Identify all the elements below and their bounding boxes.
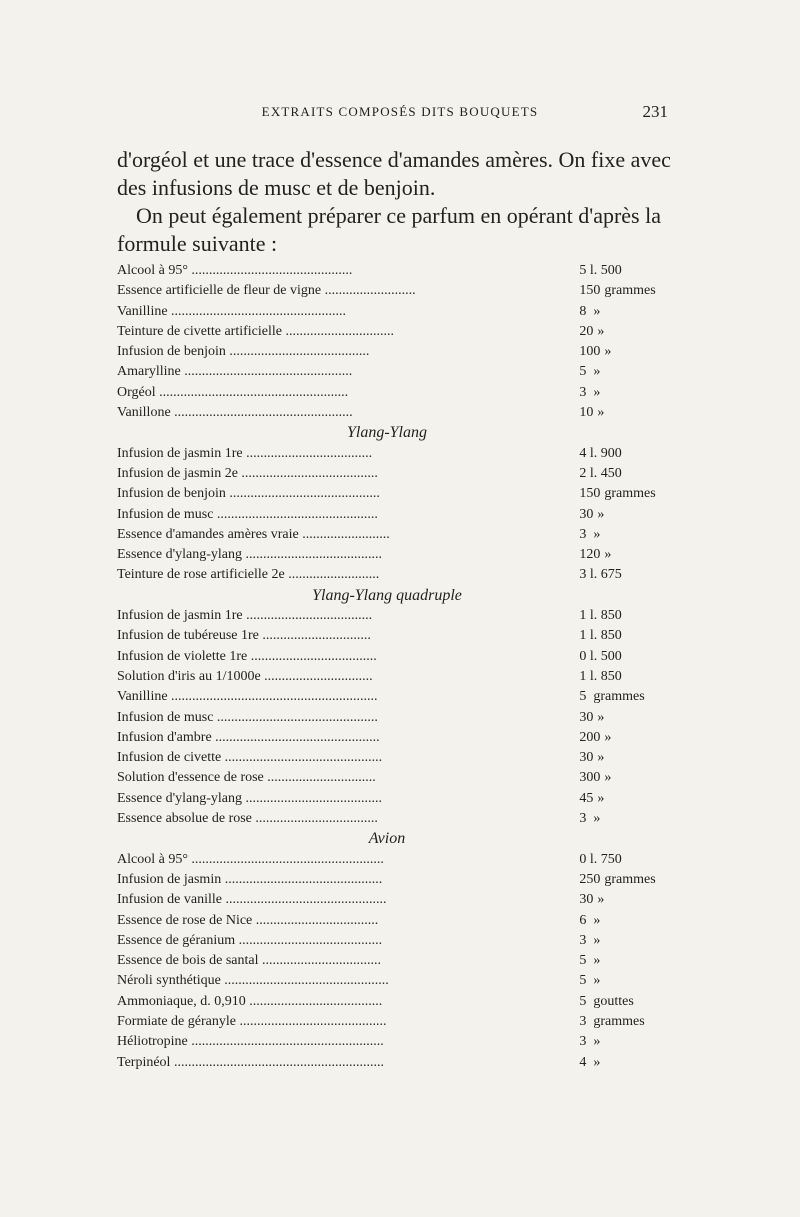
quantity-value: 6 [579, 912, 587, 928]
quantity-unit: » [593, 1054, 601, 1070]
quantity-unit: grammes [604, 871, 656, 887]
running-head: EXTRAITS COMPOSÉS DITS BOUQUETS [261, 104, 539, 119]
quantity-value: 300 [579, 770, 601, 786]
ingredient-row [117, 261, 677, 281]
ingredient-name: Infusion de jasmin 1re .................................... [117, 445, 373, 461]
ingredient-row [117, 768, 677, 788]
ingredient-name: Vanilline .................................................. [117, 303, 347, 319]
ingredient-name: Essence d'ylang-ylang ....................................... [117, 547, 382, 563]
ingredient-row [117, 992, 677, 1012]
ingredient-quantity [577, 728, 677, 748]
ingredient-row [117, 728, 677, 748]
ingredient-name: Vanillone ................................................... [117, 405, 353, 421]
ingredient-quantity [577, 484, 677, 504]
ingredient-quantity [577, 261, 677, 281]
quantity-unit: » [593, 526, 601, 542]
quantity-unit: » [593, 364, 601, 380]
ingredient-quantity [577, 708, 677, 728]
quantity-value: 3 [579, 526, 587, 542]
intro-text [117, 146, 677, 258]
ingredient-quantity [577, 281, 677, 301]
ingredient-name: Infusion d'ambre ............................................... [117, 729, 380, 745]
ingredient-quantity [577, 606, 677, 626]
ingredient-quantity [577, 342, 677, 362]
ingredient-name: Essence de bois de santal .................................. [117, 953, 382, 969]
ingredient-quantity [577, 768, 677, 788]
ingredient-quantity [577, 667, 677, 687]
ingredient-quantity [577, 302, 677, 322]
ingredient-row [117, 362, 677, 382]
quantity-unit: grammes [604, 486, 656, 502]
quantity-unit: » [593, 811, 601, 827]
quantity-unit: » [593, 1034, 601, 1050]
ingredient-row [117, 505, 677, 525]
ingredient-name: Infusion de jasmin ............................................. [117, 871, 383, 887]
ingredient-row [117, 809, 677, 829]
quantity-value: 5 [579, 364, 587, 380]
ingredient-quantity [577, 362, 677, 382]
quantity-unit: » [597, 790, 605, 806]
ingredient-row [117, 911, 677, 931]
quantity-value: 150 [579, 486, 601, 502]
ingredient-row [117, 606, 677, 626]
quantity-unit: » [604, 344, 612, 360]
quantity-value: 1 l. 850 [579, 608, 622, 624]
quantity-unit: grammes [593, 689, 645, 705]
ingredient-quantity [577, 505, 677, 525]
ingredient-row [117, 545, 677, 565]
ingredient-quantity [577, 971, 677, 991]
ingredient-name: Infusion de vanille .............................................. [117, 892, 387, 908]
quantity-unit: » [593, 953, 601, 969]
ingredient-quantity [577, 992, 677, 1012]
ingredient-name: Teinture de civette artificielle ............................... [117, 323, 394, 339]
ingredient-name: Essence d'amandes amères vraie ......................... [117, 526, 390, 542]
ingredient-quantity [577, 545, 677, 565]
quantity-value: 1 l. 850 [579, 628, 622, 644]
quantity-value: 5 [579, 973, 587, 989]
ingredient-quantity [577, 748, 677, 768]
ingredient-row [117, 1053, 677, 1073]
ingredient-name: Vanilline ........................................................... [117, 689, 378, 705]
ingredient-name: Orgéol ...................................................... [117, 384, 349, 400]
ingredient-quantity [577, 525, 677, 545]
ingredient-row [117, 464, 677, 484]
quantity-value: 120 [579, 547, 601, 563]
quantity-unit: » [593, 932, 601, 948]
ingredient-name: Teinture de rose artificielle 2e .......................... [117, 567, 380, 583]
recipe-title: Ylang-Ylang quadruple [312, 586, 462, 604]
intro-paragraph: On peut également préparer ce parfum en opérant d'après la formule suivante : [117, 203, 661, 256]
recipe-list [117, 261, 677, 1073]
ingredient-quantity [577, 809, 677, 829]
quantity-value: 2 l. 450 [579, 465, 622, 481]
ingredient-row [117, 708, 677, 728]
quantity-value: 30 [579, 750, 594, 766]
ingredient-name: Essence absolue de rose ................................... [117, 811, 378, 827]
ingredient-quantity [577, 403, 677, 423]
quantity-value: 3 [579, 932, 587, 948]
ingredient-row [117, 647, 677, 667]
ingredient-row [117, 626, 677, 646]
quantity-value: 20 [579, 323, 594, 339]
ingredient-quantity [577, 870, 677, 890]
quantity-value: 5 [579, 993, 587, 1009]
quantity-unit: gouttes [593, 993, 634, 1009]
ingredient-name: Essence de géranium ......................................... [117, 932, 383, 948]
quantity-unit: » [597, 709, 605, 725]
quantity-value: 3 [579, 811, 587, 827]
ingredient-row [117, 971, 677, 991]
ingredient-row [117, 687, 677, 707]
ingredient-name: Alcool à 95° .............................................. [117, 263, 353, 278]
quantity-unit: » [604, 547, 612, 563]
quantity-unit: » [593, 384, 601, 400]
ingredient-row [117, 444, 677, 464]
ingredient-row [117, 931, 677, 951]
quantity-unit: » [593, 912, 601, 928]
ingredient-quantity [577, 444, 677, 464]
ingredient-name: Infusion de jasmin 2e ....................................... [117, 465, 378, 481]
quantity-value: 200 [579, 729, 601, 745]
ingredient-name: Solution d'essence de rose ............................... [117, 770, 376, 786]
ingredient-quantity [577, 789, 677, 809]
quantity-unit: » [597, 892, 605, 908]
ingredient-quantity [577, 322, 677, 342]
ingredient-quantity [577, 464, 677, 484]
quantity-unit: » [597, 405, 605, 421]
ingredient-quantity [577, 890, 677, 910]
ingredient-name: Infusion de musc .............................................. [117, 506, 378, 522]
ingredient-name: Infusion de violette 1re .................................... [117, 648, 377, 664]
quantity-value: 4 l. 900 [579, 445, 622, 461]
ingredient-row [117, 870, 677, 890]
quantity-unit: » [604, 729, 612, 745]
quantity-unit: » [604, 770, 612, 786]
quantity-value: 0 l. 500 [579, 648, 622, 664]
ingredient-row [117, 302, 677, 322]
quantity-value: 30 [579, 709, 594, 725]
ingredient-name: Infusion de benjoin ........................................ [117, 344, 370, 360]
ingredient-row [117, 951, 677, 971]
quantity-value: 10 [579, 405, 594, 421]
ingredient-quantity [577, 911, 677, 931]
intro-paragraph: d'orgéol et une trace d'essence d'amandes amères. On fixe avec des infusions de musc et de benjoin. [117, 147, 671, 200]
ingredient-quantity [577, 951, 677, 971]
ingredient-row [117, 1012, 677, 1032]
ingredient-name: Ammoniaque, d. 0,910 ...................................... [117, 993, 383, 1009]
ingredient-name: Alcool à 95° ....................................................... [117, 851, 384, 867]
ingredient-quantity [577, 1012, 677, 1032]
quantity-unit: » [597, 506, 605, 522]
ingredient-row [117, 403, 677, 423]
ingredient-quantity [577, 687, 677, 707]
quantity-value: 8 [579, 303, 587, 319]
ingredient-name: Infusion de benjoin ........................................... [117, 486, 380, 502]
ingredient-row [117, 565, 677, 585]
quantity-value: 30 [579, 892, 594, 908]
ingredient-name: Solution d'iris au 1/1000e ............................... [117, 668, 373, 684]
quantity-value: 100 [579, 344, 601, 360]
quantity-value: 4 [579, 1054, 587, 1070]
quantity-value: 250 [579, 871, 601, 887]
ingredient-row [117, 342, 677, 362]
ingredient-name: Amarylline ................................................ [117, 364, 353, 380]
quantity-unit: » [597, 323, 605, 339]
ingredient-row [117, 748, 677, 768]
quantity-value: 150 [579, 283, 601, 299]
ingredient-quantity [577, 931, 677, 951]
quantity-value: 1 l. 850 [579, 668, 622, 684]
quantity-value: 5 l. 500 [579, 263, 622, 278]
ingredient-quantity [577, 383, 677, 403]
page-number: 231 [642, 102, 668, 121]
quantity-value: 3 [579, 1034, 587, 1050]
ingredient-row [117, 484, 677, 504]
ingredient-quantity [577, 565, 677, 585]
quantity-unit: » [593, 303, 601, 319]
ingredient-row [117, 383, 677, 403]
quantity-value: 30 [579, 506, 594, 522]
ingredient-quantity [577, 626, 677, 646]
quantity-value: 0 l. 750 [579, 851, 622, 867]
ingredient-quantity [577, 850, 677, 870]
ingredient-row [117, 667, 677, 687]
ingredient-name: Formiate de géranyle .......................................... [117, 1013, 387, 1029]
ingredient-name: Essence de rose de Nice ................................... [117, 912, 379, 928]
ingredient-name: Terpinéol ............................................................ [117, 1054, 384, 1070]
quantity-unit: grammes [593, 1013, 645, 1029]
ingredient-row [117, 281, 677, 301]
ingredient-name: Infusion de civette ............................................. [117, 750, 383, 766]
quantity-value: 5 [579, 953, 587, 969]
quantity-unit: » [593, 973, 601, 989]
ingredient-name: Essence artificielle de fleur de vigne .......................... [117, 283, 416, 299]
ingredient-name: Infusion de tubéreuse 1re ............................... [117, 628, 371, 644]
ingredient-name: Essence d'ylang-ylang ....................................... [117, 790, 382, 806]
ingredient-name: Néroli synthétique ............................................... [117, 973, 389, 989]
ingredient-quantity [577, 1032, 677, 1052]
ingredient-name: Infusion de jasmin 1re .................................... [117, 608, 373, 624]
ingredient-quantity [577, 1053, 677, 1073]
quantity-value: 45 [579, 790, 594, 806]
quantity-value: 3 l. 675 [579, 567, 622, 583]
recipe-title: Ylang-Ylang [346, 424, 427, 442]
quantity-value: 3 [579, 384, 587, 400]
ingredient-row [117, 525, 677, 545]
ingredient-row [117, 789, 677, 809]
ingredient-name: Héliotropine ....................................................... [117, 1034, 384, 1050]
ingredient-row [117, 850, 677, 870]
ingredient-row [117, 322, 677, 342]
quantity-value: 3 [579, 1013, 587, 1029]
ingredient-row [117, 890, 677, 910]
quantity-unit: grammes [604, 283, 656, 299]
quantity-value: 5 [579, 689, 587, 705]
ingredient-row [117, 1032, 677, 1052]
ingredient-quantity [577, 647, 677, 667]
page-header [0, 102, 800, 122]
recipe-title: Avion [368, 830, 406, 848]
quantity-unit: » [597, 750, 605, 766]
ingredient-name: Infusion de musc .............................................. [117, 709, 378, 725]
